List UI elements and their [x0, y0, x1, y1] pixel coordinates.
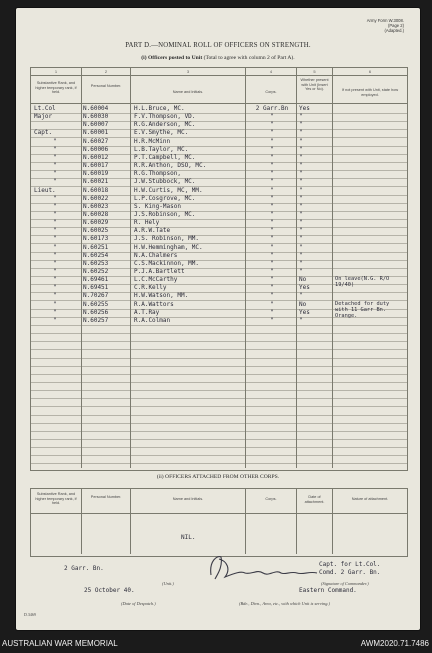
- row-rule: [31, 341, 407, 342]
- column-divider: [296, 68, 297, 468]
- attached-header-number: Personal Number.: [90, 495, 122, 499]
- officer-number-cell: N.70267: [83, 292, 109, 300]
- unit-caption: (Unit.): [162, 581, 174, 586]
- officer-present-cell: ": [299, 153, 303, 161]
- officer-rank-cell: ": [53, 210, 57, 218]
- officer-name-cell: J.S. Robinson, MM.: [134, 235, 200, 243]
- officer-rank-cell: ": [53, 162, 57, 170]
- section1-title-bold: (i) Officers posted to Unit: [141, 55, 203, 61]
- attached-header-nature: Nature of attachment.: [351, 497, 389, 501]
- officer-number-cell: N.60018: [83, 186, 109, 194]
- officer-corps-cell: ": [270, 284, 274, 292]
- column-divider: [81, 68, 82, 468]
- row-rule: [31, 406, 407, 407]
- officer-name-cell: R.G.Anderson, MC.: [134, 121, 196, 129]
- officer-rank-cell: ": [53, 235, 57, 243]
- command-value: Eastern Command.: [299, 587, 357, 594]
- officer-corps-cell: ": [270, 170, 274, 178]
- officer-corps-cell: ": [270, 129, 274, 137]
- officer-name-cell: R.G.Thompson,: [134, 170, 181, 178]
- attached-header-corps: Corps.: [265, 497, 277, 501]
- row-rule: [31, 439, 407, 440]
- officer-rank-cell: ": [53, 308, 57, 316]
- officer-rank-cell: ": [53, 316, 57, 324]
- officer-number-cell: N.60256: [83, 308, 109, 316]
- column-divider: [245, 68, 246, 468]
- officer-corps-cell: ": [270, 153, 274, 161]
- officer-corps-cell: ": [270, 113, 274, 121]
- officer-number-cell: N.60021: [83, 178, 109, 186]
- column-divider: [332, 489, 333, 554]
- officer-name-cell: H.R.McMinn: [134, 137, 171, 145]
- officer-corps-cell: ": [270, 186, 274, 194]
- officer-number-cell: N.60001: [83, 129, 109, 137]
- column-divider: [130, 489, 131, 554]
- officer-remarks-cell: Detached for duty with 11 Garr Bn. Orange.: [335, 300, 390, 319]
- officer-name-cell: L.B.Taylor, MC.: [134, 145, 189, 153]
- officer-number-cell: N.60030: [83, 113, 109, 121]
- officer-present-cell: ": [299, 186, 303, 194]
- officer-name-cell: F.V.Thompson, VD.: [134, 113, 196, 121]
- officer-number-cell: N.60257: [83, 316, 109, 324]
- row-rule: [31, 333, 407, 334]
- command-caption: (Bde., Divn., Area, etc., with which Unit is serving.): [239, 601, 330, 606]
- section1-title-rest: (Total to agree with column 2 of Part A).: [202, 55, 295, 61]
- column-number-4: 4: [246, 68, 296, 76]
- officer-corps-cell: 2 Garr.Bn: [255, 105, 289, 112]
- officer-rank-cell: ": [53, 202, 57, 210]
- header-employed: If not present with Unit, state how employed.: [341, 88, 399, 97]
- officer-rank-cell: ": [53, 276, 57, 284]
- attached-officers-table: [30, 488, 408, 557]
- officer-corps-cell: ": [270, 162, 274, 170]
- row-rule: [31, 374, 407, 375]
- officer-corps-cell: ": [270, 308, 274, 316]
- officer-name-cell: E.V.Smythe, MC.: [134, 129, 189, 137]
- column-number-6: 6: [333, 68, 407, 76]
- column-divider: [332, 68, 333, 468]
- officer-number-cell: N.60028: [83, 210, 109, 218]
- officer-number-cell: N.60017: [83, 162, 109, 170]
- officer-rank-cell: ": [53, 178, 57, 186]
- officer-number-cell: N.60012: [83, 153, 109, 161]
- despatch-date-caption: (Date of Despatch.): [121, 601, 156, 606]
- officer-number-cell: N.60029: [83, 219, 109, 227]
- officer-rank-cell: ": [53, 137, 57, 145]
- officer-rank-cell: ": [53, 292, 57, 300]
- section2-title: (ii) OFFICERS ATTACHED FROM OTHER CORPS.: [156, 474, 280, 480]
- officer-name-cell: P.T.Campbell, MC.: [134, 153, 196, 161]
- officer-corps-cell: ": [270, 251, 274, 259]
- officer-number-cell: N.60251: [83, 243, 109, 251]
- form-ref-line1: Army Form W.3008.: [366, 18, 404, 23]
- officer-present-cell: ": [299, 227, 303, 235]
- form-page: [16, 8, 420, 630]
- officer-number-cell: N.60006: [83, 145, 109, 153]
- column-divider: [81, 489, 82, 554]
- officer-present-cell: ": [299, 162, 303, 170]
- row-rule: [31, 447, 407, 448]
- officer-present-cell: Yes: [299, 105, 310, 112]
- officer-present-cell: ": [299, 178, 303, 186]
- officer-present-cell: ": [299, 113, 303, 121]
- officer-number-cell: N.69451: [83, 284, 109, 292]
- commander-signature: [205, 551, 325, 590]
- row-rule: [31, 358, 407, 359]
- archive-reference: AWM2020.71.7486: [360, 639, 429, 648]
- header-number: Personal Number.: [90, 84, 122, 88]
- part-title: PART D.—NOMINAL ROLL OF OFFICERS ON STRENGTH.: [125, 42, 311, 49]
- signer-line-1: Capt. for Lt.Col.: [319, 561, 381, 568]
- attached-header-rank: Substantive Rank, and higher temporary rank, if held.: [35, 492, 77, 506]
- officer-present-cell: ": [299, 121, 303, 129]
- column-divider: [130, 68, 131, 468]
- row-rule: [31, 463, 407, 464]
- print-code: D.3469: [24, 612, 36, 617]
- officer-name-cell: A.T.Ray: [134, 308, 160, 316]
- officer-corps-cell: ": [270, 121, 274, 129]
- despatch-date-value: 25 October 40.: [84, 587, 135, 594]
- officer-number-cell: N.60255: [83, 300, 109, 308]
- officer-name-cell: L.P.Cosgrove, MC.: [134, 194, 196, 202]
- officer-number-cell: N.60023: [83, 202, 109, 210]
- row-rule: [31, 390, 407, 391]
- officer-corps-cell: ": [270, 227, 274, 235]
- officer-rank-cell: ": [53, 268, 57, 275]
- row-rule: [31, 325, 407, 326]
- officer-rank-cell: ": [53, 170, 57, 178]
- officer-number-cell: N.60254: [83, 251, 109, 259]
- officer-corps-cell: ": [270, 276, 274, 284]
- officer-number-cell: N.60027: [83, 137, 109, 145]
- officer-number-cell: N.60019: [83, 170, 109, 178]
- officer-corps-cell: ": [270, 259, 274, 267]
- officer-name-cell: H.L.Bruce, MC.: [134, 105, 185, 112]
- archive-footer: [0, 638, 432, 653]
- officer-rank-cell: ": [53, 219, 57, 227]
- officer-name-cell: A.R.W.Tate: [134, 227, 171, 235]
- signer-line-2: Comd. 2 Garr. Bn.: [319, 569, 381, 576]
- officer-name-cell: C.R.Kelly: [134, 284, 167, 292]
- unit-value: 2 Garr. Bn.: [64, 565, 104, 572]
- officer-number-cell: N.60004: [83, 105, 109, 112]
- officer-corps-cell: ": [270, 243, 274, 251]
- row-rule: [31, 382, 407, 383]
- attached-header-name: Name and Initials.: [172, 497, 204, 501]
- officer-present-cell: ": [299, 251, 303, 259]
- officer-corps-cell: ": [270, 235, 274, 243]
- header-name: Name and Initials.: [172, 90, 204, 94]
- row-rule: [31, 423, 407, 424]
- officer-corps-cell: ": [270, 194, 274, 202]
- officer-rank-cell: ": [53, 153, 57, 161]
- archive-name: AUSTRALIAN WAR MEMORIAL: [2, 639, 118, 648]
- officer-rank-cell: ": [53, 243, 57, 251]
- officer-name-cell: J.W.Stubbock, MC.: [134, 178, 196, 186]
- row-rule: [31, 415, 407, 416]
- attached-nil-entry: NIL.: [181, 534, 196, 541]
- row-rule: [31, 349, 407, 350]
- officer-rank-cell: ": [53, 259, 57, 267]
- officer-name-cell: R.A.Wattors: [134, 300, 174, 308]
- officer-corps-cell: ": [270, 268, 274, 275]
- header-divider: [31, 103, 407, 104]
- column-number-1: 1: [31, 68, 81, 76]
- officer-present-cell: ": [299, 202, 303, 210]
- officer-present-cell: ": [299, 219, 303, 227]
- form-ref-line2: (Page 2): [387, 23, 404, 28]
- officer-rank-cell: Lieut.: [34, 186, 56, 194]
- officer-present-cell: ": [299, 268, 303, 275]
- officer-name-cell: J.S.Robinson, MC.: [134, 210, 196, 218]
- officer-name-cell: S. King-Mason: [134, 202, 181, 210]
- officer-corps-cell: ": [270, 145, 274, 153]
- officer-present-cell: ": [299, 194, 303, 202]
- officer-name-cell: H.W.Hemmingham, MC.: [134, 243, 203, 251]
- form-ref-line3: (Adapted.): [384, 28, 404, 33]
- column-number-5: 5: [297, 68, 332, 76]
- officer-rank-cell: ": [53, 194, 57, 202]
- officer-rank-cell: ": [53, 145, 57, 153]
- officer-present-cell: ": [299, 243, 303, 251]
- form-reference: [367, 18, 404, 33]
- officer-present-cell: No: [299, 276, 307, 284]
- column-divider: [245, 489, 246, 554]
- officer-present-cell: ": [299, 145, 303, 153]
- officer-number-cell: N.60022: [83, 194, 109, 202]
- officer-name-cell: L.C.McCarthy: [134, 276, 178, 284]
- officer-present-cell: ": [299, 235, 303, 243]
- officer-present-cell: ": [299, 259, 303, 267]
- officer-name-cell: H.W.Watson, MM.: [134, 292, 189, 300]
- officer-present-cell: ": [299, 137, 303, 145]
- row-rule: [31, 431, 407, 432]
- officer-name-cell: C.S.Mackinnon, MM.: [134, 259, 200, 267]
- officer-number-cell: N.69461: [83, 276, 109, 284]
- officer-present-cell: ": [299, 292, 303, 300]
- officer-rank-cell: Lt.Col: [34, 105, 56, 112]
- officer-name-cell: R. Hely: [134, 219, 160, 227]
- officer-name-cell: H.W.Curtis, MC, MM.: [134, 186, 203, 194]
- officer-rank-cell: Capt.: [34, 129, 53, 137]
- officers-roll-table: [30, 67, 408, 471]
- officer-rank-cell: ": [53, 300, 57, 308]
- officer-present-cell: ": [299, 129, 303, 137]
- officer-present-cell: No: [299, 300, 307, 308]
- header-present: Whether present with Unit (Insert Yes or No).: [300, 78, 329, 92]
- officer-number-cell: N.60007: [83, 121, 109, 129]
- officer-rank-cell: ": [53, 284, 57, 292]
- officer-remarks-cell: On leave(N.G. R/O 19/40): [335, 276, 390, 289]
- row-rule: [31, 366, 407, 367]
- officer-corps-cell: ": [270, 178, 274, 186]
- officer-name-cell: R.A.Colman: [134, 316, 171, 324]
- officer-corps-cell: ": [270, 292, 274, 300]
- signature-caption: (Signature of Commander.): [321, 581, 369, 586]
- header-rank: Substantive Rank, and higher temporary rank, if held.: [35, 81, 77, 95]
- officer-corps-cell: ": [270, 137, 274, 145]
- officer-present-cell: ": [299, 210, 303, 218]
- officer-number-cell: N.60173: [83, 235, 109, 243]
- officer-rank-cell: Major: [34, 113, 53, 121]
- column-number-3: 3: [131, 68, 245, 76]
- officer-corps-cell: ": [270, 300, 274, 308]
- officer-number-cell: N.60025: [83, 227, 109, 235]
- officer-name-cell: N.A.Chalmers: [134, 251, 178, 259]
- row-rule: [31, 455, 407, 456]
- attached-header-divider: [31, 513, 407, 514]
- officer-present-cell: ": [299, 316, 303, 324]
- row-rule: [31, 398, 407, 399]
- officer-rank-cell: ": [53, 251, 57, 259]
- officer-number-cell: N.60253: [83, 259, 109, 267]
- officer-present-cell: Yes: [299, 284, 310, 292]
- officer-present-cell: ": [299, 170, 303, 178]
- column-number-2: 2: [82, 68, 130, 76]
- officer-corps-cell: ": [270, 202, 274, 210]
- header-corps: Corps.: [265, 90, 277, 94]
- officer-name-cell: P.J.A.Bartlett: [134, 268, 185, 275]
- officer-number-cell: N.60252: [83, 268, 109, 275]
- officer-corps-cell: ": [270, 210, 274, 218]
- officer-name-cell: R.R.Anthon, DSO, MC.: [134, 162, 207, 170]
- section1-title: [16, 55, 420, 61]
- officer-corps-cell: ": [270, 316, 274, 324]
- officer-present-cell: Yes: [299, 308, 310, 316]
- column-divider: [296, 489, 297, 554]
- officer-corps-cell: ": [270, 219, 274, 227]
- officer-rank-cell: ": [53, 227, 57, 235]
- attached-header-date: Date of attachment.: [304, 495, 325, 504]
